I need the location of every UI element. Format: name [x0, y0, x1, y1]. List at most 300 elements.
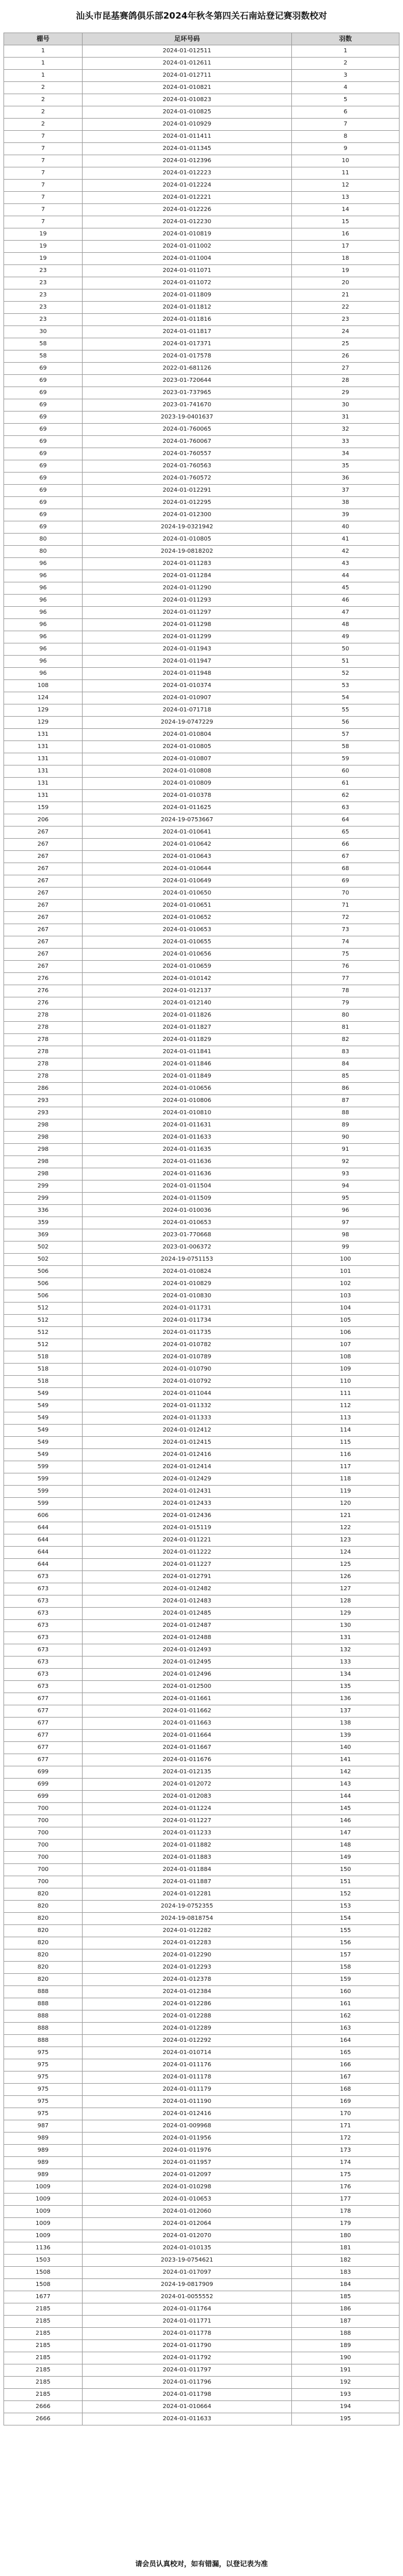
ring-number-cell: 2024-01-011290 — [83, 582, 292, 595]
loft-number-cell: 7 — [4, 204, 83, 216]
count-cell: 79 — [292, 997, 400, 1010]
table-row — [4, 1022, 400, 1034]
loft-number-cell: 58 — [4, 350, 83, 363]
loft-number-cell: 1 — [4, 70, 83, 82]
table-row — [4, 1095, 400, 1107]
ring-number-cell: 2024-01-010664 — [83, 2401, 292, 2413]
table-row — [4, 2084, 400, 2096]
count-cell: 2 — [292, 58, 400, 70]
table-row — [4, 1864, 400, 1876]
count-cell: 160 — [292, 1986, 400, 1998]
table-row — [4, 58, 400, 70]
table-row — [4, 265, 400, 277]
ring-number-cell: 2024-01-012292 — [83, 2035, 292, 2047]
table-row — [4, 509, 400, 521]
table-row — [4, 741, 400, 753]
loft-number-cell: 369 — [4, 1229, 83, 1242]
table-row — [4, 82, 400, 94]
table-row — [4, 1180, 400, 1193]
table-row — [4, 106, 400, 119]
count-cell: 107 — [292, 1339, 400, 1351]
loft-number-cell: 1508 — [4, 2267, 83, 2279]
table-row — [4, 314, 400, 326]
table-row — [4, 119, 400, 131]
ring-number-cell: 2024-01-011792 — [83, 2352, 292, 2364]
loft-number-cell: 298 — [4, 1168, 83, 1180]
count-cell: 109 — [292, 1364, 400, 1376]
count-cell: 174 — [292, 2157, 400, 2169]
count-cell: 71 — [292, 900, 400, 912]
table-row — [4, 704, 400, 717]
table-row — [4, 228, 400, 241]
count-cell: 69 — [292, 875, 400, 888]
loft-number-cell: 1009 — [4, 2194, 83, 2206]
loft-number-cell: 820 — [4, 1888, 83, 1901]
ring-number-cell: 2024-01-011846 — [83, 1058, 292, 1071]
table-row — [4, 363, 400, 375]
loft-number-cell: 267 — [4, 924, 83, 936]
count-cell: 141 — [292, 1754, 400, 1766]
count-cell: 62 — [292, 790, 400, 802]
count-cell: 142 — [292, 1766, 400, 1779]
table-row — [4, 997, 400, 1010]
loft-number-cell: 673 — [4, 1644, 83, 1656]
ring-number-cell: 2024-01-012416 — [83, 1449, 292, 1461]
count-cell: 182 — [292, 2255, 400, 2267]
ring-number-cell: 2024-19-0321942 — [83, 521, 292, 534]
ring-number-cell: 2023-01-737965 — [83, 387, 292, 399]
table-row — [4, 900, 400, 912]
loft-number-cell: 267 — [4, 839, 83, 851]
count-cell: 185 — [292, 2291, 400, 2303]
count-cell: 99 — [292, 1242, 400, 1254]
loft-number-cell: 30 — [4, 326, 83, 338]
loft-number-cell: 506 — [4, 1290, 83, 1303]
count-cell: 18 — [292, 253, 400, 265]
loft-number-cell: 820 — [4, 1925, 83, 1937]
loft-number-cell: 7 — [4, 167, 83, 180]
count-cell: 193 — [292, 2389, 400, 2401]
count-cell: 184 — [292, 2279, 400, 2291]
table-row — [4, 375, 400, 387]
loft-number-cell: 599 — [4, 1461, 83, 1473]
ring-number-cell: 2024-01-010656 — [83, 949, 292, 961]
count-cell: 127 — [292, 1583, 400, 1595]
loft-number-cell: 2185 — [4, 2303, 83, 2316]
count-cell: 100 — [292, 1254, 400, 1266]
count-cell: 84 — [292, 1058, 400, 1071]
count-cell: 158 — [292, 1962, 400, 1974]
count-cell: 108 — [292, 1351, 400, 1364]
count-cell: 60 — [292, 765, 400, 778]
ring-number-cell: 2024-01-011633 — [83, 2413, 292, 2425]
ring-number-cell: 2024-01-011947 — [83, 656, 292, 668]
table-row — [4, 1754, 400, 1766]
ring-number-cell: 2024-01-012483 — [83, 1595, 292, 1608]
count-cell: 152 — [292, 1888, 400, 1901]
table-row — [4, 2047, 400, 2059]
loft-number-cell: 506 — [4, 1266, 83, 1278]
table-row — [4, 2059, 400, 2071]
ring-number-cell: 2024-19-0753667 — [83, 814, 292, 827]
table-row — [4, 192, 400, 204]
table-row — [4, 1486, 400, 1498]
table-row — [4, 1693, 400, 1705]
count-cell: 36 — [292, 473, 400, 485]
count-cell: 147 — [292, 1827, 400, 1840]
table-row — [4, 949, 400, 961]
count-cell: 63 — [292, 802, 400, 814]
count-cell: 85 — [292, 1071, 400, 1083]
table-row — [4, 1608, 400, 1620]
count-cell: 58 — [292, 741, 400, 753]
count-cell: 23 — [292, 314, 400, 326]
ring-number-cell: 2024-01-010142 — [83, 973, 292, 985]
table-row — [4, 2230, 400, 2242]
count-cell: 133 — [292, 1656, 400, 1669]
ring-number-cell: 2024-01-012416 — [83, 2108, 292, 2120]
ring-number-cell: 2024-01-012500 — [83, 1681, 292, 1693]
table-row — [4, 399, 400, 412]
ring-number-cell: 2024-01-011504 — [83, 1180, 292, 1193]
loft-number-cell: 7 — [4, 180, 83, 192]
loft-number-cell: 131 — [4, 741, 83, 753]
count-cell: 105 — [292, 1315, 400, 1327]
ring-number-cell: 2024-01-017371 — [83, 338, 292, 350]
table-row — [4, 656, 400, 668]
table-row — [4, 607, 400, 619]
loft-number-cell: 69 — [4, 521, 83, 534]
loft-number-cell: 518 — [4, 1364, 83, 1376]
loft-number-cell: 700 — [4, 1852, 83, 1864]
footer-note: 请会员认真校对，如有错漏，以登记表为准 — [135, 2560, 268, 2568]
table-row — [4, 778, 400, 790]
count-cell: 27 — [292, 363, 400, 375]
ring-number-cell: 2024-01-011884 — [83, 1864, 292, 1876]
ring-number-cell: 2024-19-0752355 — [83, 1901, 292, 1913]
loft-number-cell: 673 — [4, 1656, 83, 1669]
ring-number-cell: 2024-01-010653 — [83, 1217, 292, 1229]
loft-number-cell: 276 — [4, 985, 83, 997]
count-cell: 5 — [292, 94, 400, 106]
table-row — [4, 1974, 400, 1986]
ring-number-cell: 2024-01-011841 — [83, 1046, 292, 1058]
count-cell: 186 — [292, 2303, 400, 2316]
table-row — [4, 936, 400, 949]
table-row — [4, 2413, 400, 2425]
ring-number-cell: 2024-01-011345 — [83, 143, 292, 155]
loft-number-cell: 96 — [4, 595, 83, 607]
loft-number-cell: 549 — [4, 1412, 83, 1425]
ring-number-cell: 2024-01-010135 — [83, 2242, 292, 2255]
count-cell: 159 — [292, 1974, 400, 1986]
count-cell: 78 — [292, 985, 400, 997]
loft-number-cell: 131 — [4, 790, 83, 802]
count-cell: 16 — [292, 228, 400, 241]
loft-number-cell: 699 — [4, 1791, 83, 1803]
count-cell: 110 — [292, 1376, 400, 1388]
loft-number-cell: 276 — [4, 997, 83, 1010]
count-cell: 143 — [292, 1779, 400, 1791]
ring-number-cell: 2024-01-011798 — [83, 2389, 292, 2401]
loft-number-cell: 267 — [4, 875, 83, 888]
ring-number-cell: 2024-01-011667 — [83, 1742, 292, 1754]
count-cell: 131 — [292, 1632, 400, 1644]
loft-number-cell: 820 — [4, 1913, 83, 1925]
count-cell: 173 — [292, 2145, 400, 2157]
loft-number-cell: 69 — [4, 387, 83, 399]
table-row — [4, 1217, 400, 1229]
loft-number-cell: 2 — [4, 94, 83, 106]
ring-number-cell: 2024-01-012140 — [83, 997, 292, 1010]
ring-number-cell: 2024-01-011663 — [83, 1718, 292, 1730]
ring-number-cell: 2024-19-0818202 — [83, 546, 292, 558]
loft-number-cell: 673 — [4, 1571, 83, 1583]
count-cell: 10 — [292, 155, 400, 167]
ring-number-cell: 2024-01-011332 — [83, 1400, 292, 1412]
table-row — [4, 765, 400, 778]
table-row — [4, 167, 400, 180]
count-cell: 14 — [292, 204, 400, 216]
table-row — [4, 1364, 400, 1376]
count-cell: 116 — [292, 1449, 400, 1461]
table-row — [4, 1412, 400, 1425]
loft-number-cell: 888 — [4, 1998, 83, 2010]
ring-number-cell: 2024-01-011816 — [83, 314, 292, 326]
table-row — [4, 1815, 400, 1827]
loft-number-cell: 278 — [4, 1034, 83, 1046]
table-row — [4, 643, 400, 656]
loft-number-cell: 69 — [4, 497, 83, 509]
loft-number-cell: 2 — [4, 82, 83, 94]
loft-number-cell: 69 — [4, 412, 83, 424]
loft-number-cell: 599 — [4, 1473, 83, 1486]
ring-number-cell: 2024-01-010805 — [83, 741, 292, 753]
table-row — [4, 692, 400, 704]
loft-number-cell: 278 — [4, 1010, 83, 1022]
ring-number-cell: 2024-01-012482 — [83, 1583, 292, 1595]
loft-number-cell: 512 — [4, 1303, 83, 1315]
count-cell: 49 — [292, 631, 400, 643]
table-row — [4, 1034, 400, 1046]
ring-number-cell: 2024-01-011636 — [83, 1168, 292, 1180]
loft-number-cell: 677 — [4, 1718, 83, 1730]
table-row — [4, 289, 400, 302]
ring-number-cell: 2024-01-010655 — [83, 936, 292, 949]
count-cell: 1 — [292, 45, 400, 58]
ring-number-cell: 2024-01-010644 — [83, 863, 292, 875]
count-cell: 181 — [292, 2242, 400, 2255]
count-cell: 9 — [292, 143, 400, 155]
table-row — [4, 1144, 400, 1156]
ring-number-cell: 2024-01-760557 — [83, 448, 292, 460]
ring-number-cell: 2024-01-012097 — [83, 2169, 292, 2181]
count-cell: 179 — [292, 2218, 400, 2230]
ring-number-cell: 2024-01-011826 — [83, 1010, 292, 1022]
count-cell: 82 — [292, 1034, 400, 1046]
registration-table — [3, 33, 400, 2425]
loft-number-cell: 7 — [4, 192, 83, 204]
table-row — [4, 1461, 400, 1473]
ring-number-cell: 2024-01-010649 — [83, 875, 292, 888]
table-row — [4, 2181, 400, 2194]
ring-number-cell: 2024-01-010808 — [83, 765, 292, 778]
ring-number-cell: 2024-01-011734 — [83, 1315, 292, 1327]
ring-number-cell: 2024-01-012300 — [83, 509, 292, 521]
ring-number-cell: 2024-19-0818754 — [83, 1913, 292, 1925]
loft-number-cell: 989 — [4, 2133, 83, 2145]
table-row — [4, 277, 400, 289]
loft-number-cell: 69 — [4, 424, 83, 436]
ring-number-cell: 2024-01-011635 — [83, 1144, 292, 1156]
ring-number-cell: 2024-01-017097 — [83, 2267, 292, 2279]
ring-number-cell: 2024-01-011227 — [83, 1559, 292, 1571]
count-cell: 39 — [292, 509, 400, 521]
ring-number-cell: 2024-01-011222 — [83, 1547, 292, 1559]
count-cell: 113 — [292, 1412, 400, 1425]
ring-number-cell: 2024-01-010829 — [83, 1278, 292, 1290]
loft-number-cell: 96 — [4, 643, 83, 656]
count-cell: 61 — [292, 778, 400, 790]
ring-number-cell: 2024-01-010821 — [83, 82, 292, 94]
ring-number-cell: 2024-01-011778 — [83, 2328, 292, 2340]
table-row — [4, 2206, 400, 2218]
table-row — [4, 1547, 400, 1559]
loft-number-cell: 673 — [4, 1632, 83, 1644]
count-cell: 11 — [292, 167, 400, 180]
loft-number-cell: 1503 — [4, 2255, 83, 2267]
count-cell: 137 — [292, 1705, 400, 1718]
table-row — [4, 1559, 400, 1571]
loft-number-cell: 278 — [4, 1058, 83, 1071]
loft-number-cell: 644 — [4, 1534, 83, 1547]
table-row — [4, 888, 400, 900]
loft-number-cell: 888 — [4, 2010, 83, 2023]
count-cell: 91 — [292, 1144, 400, 1156]
ring-number-cell: 2024-01-010825 — [83, 106, 292, 119]
loft-number-cell: 700 — [4, 1864, 83, 1876]
ring-number-cell: 2024-01-012436 — [83, 1510, 292, 1522]
table-row — [4, 2108, 400, 2120]
table-row — [4, 2133, 400, 2145]
loft-number-cell: 69 — [4, 375, 83, 387]
count-cell: 149 — [292, 1852, 400, 1864]
loft-number-cell: 820 — [4, 1901, 83, 1913]
table-row — [4, 1718, 400, 1730]
count-cell: 32 — [292, 424, 400, 436]
loft-number-cell: 644 — [4, 1559, 83, 1571]
table-row — [4, 1156, 400, 1168]
count-cell: 101 — [292, 1266, 400, 1278]
table-row — [4, 2242, 400, 2255]
table-row — [4, 326, 400, 338]
ring-number-cell: 2024-01-011178 — [83, 2071, 292, 2084]
loft-number-cell: 96 — [4, 656, 83, 668]
ring-number-cell: 2024-01-011976 — [83, 2145, 292, 2157]
table-row — [4, 1376, 400, 1388]
loft-number-cell: 278 — [4, 1022, 83, 1034]
count-cell: 95 — [292, 1193, 400, 1205]
ring-number-cell: 2024-01-010641 — [83, 827, 292, 839]
ring-number-cell: 2024-01-010656 — [83, 1083, 292, 1095]
count-cell: 183 — [292, 2267, 400, 2279]
count-cell: 175 — [292, 2169, 400, 2181]
loft-number-cell: 96 — [4, 607, 83, 619]
table-row — [4, 814, 400, 827]
loft-number-cell: 69 — [4, 485, 83, 497]
ring-number-cell: 2024-01-012488 — [83, 1632, 292, 1644]
loft-number-cell: 267 — [4, 949, 83, 961]
loft-number-cell: 7 — [4, 143, 83, 155]
ring-number-cell: 2024-01-011764 — [83, 2303, 292, 2316]
loft-number-cell: 677 — [4, 1754, 83, 1766]
count-cell: 145 — [292, 1803, 400, 1815]
loft-number-cell: 131 — [4, 753, 83, 765]
table-row — [4, 387, 400, 399]
ring-number-cell: 2024-01-010929 — [83, 119, 292, 131]
ring-number-cell: 2024-01-012064 — [83, 2218, 292, 2230]
count-cell: 54 — [292, 692, 400, 704]
ring-number-cell: 2024-01-071718 — [83, 704, 292, 717]
loft-number-cell: 1009 — [4, 2206, 83, 2218]
ring-number-cell: 2024-01-011731 — [83, 1303, 292, 1315]
count-cell: 148 — [292, 1840, 400, 1852]
table-row — [4, 1986, 400, 1998]
table-row — [4, 436, 400, 448]
ring-number-cell: 2024-01-010804 — [83, 729, 292, 741]
count-cell: 30 — [292, 399, 400, 412]
ring-number-cell: 2024-01-011625 — [83, 802, 292, 814]
count-cell: 104 — [292, 1303, 400, 1315]
ring-number-cell: 2024-01-011883 — [83, 1852, 292, 1864]
ring-number-cell: 2024-01-010807 — [83, 753, 292, 765]
table-row — [4, 570, 400, 582]
ring-number-cell: 2024-01-011179 — [83, 2084, 292, 2096]
ring-number-cell: 2024-01-011812 — [83, 302, 292, 314]
loft-number-cell: 549 — [4, 1388, 83, 1400]
count-cell: 136 — [292, 1693, 400, 1705]
count-cell: 163 — [292, 2023, 400, 2035]
ring-number-cell: 2024-01-011002 — [83, 241, 292, 253]
loft-number-cell: 700 — [4, 1876, 83, 1888]
count-cell: 77 — [292, 973, 400, 985]
count-cell: 192 — [292, 2377, 400, 2389]
table-row — [4, 582, 400, 595]
loft-number-cell: 336 — [4, 1205, 83, 1217]
table-row — [4, 1779, 400, 1791]
loft-number-cell: 644 — [4, 1547, 83, 1559]
loft-number-cell: 23 — [4, 277, 83, 289]
ring-number-cell: 2024-01-012060 — [83, 2206, 292, 2218]
ring-number-cell: 2024-01-011071 — [83, 265, 292, 277]
loft-number-cell: 96 — [4, 582, 83, 595]
count-cell: 134 — [292, 1669, 400, 1681]
table-row — [4, 1705, 400, 1718]
count-cell: 17 — [292, 241, 400, 253]
loft-number-cell: 69 — [4, 460, 83, 473]
count-cell: 57 — [292, 729, 400, 741]
table-row — [4, 1400, 400, 1412]
count-cell: 128 — [292, 1595, 400, 1608]
ring-number-cell: 2024-01-760563 — [83, 460, 292, 473]
count-cell: 150 — [292, 1864, 400, 1876]
count-cell: 43 — [292, 558, 400, 570]
loft-number-cell: 96 — [4, 619, 83, 631]
table-row — [4, 1571, 400, 1583]
count-cell: 48 — [292, 619, 400, 631]
table-row — [4, 204, 400, 216]
count-cell: 35 — [292, 460, 400, 473]
